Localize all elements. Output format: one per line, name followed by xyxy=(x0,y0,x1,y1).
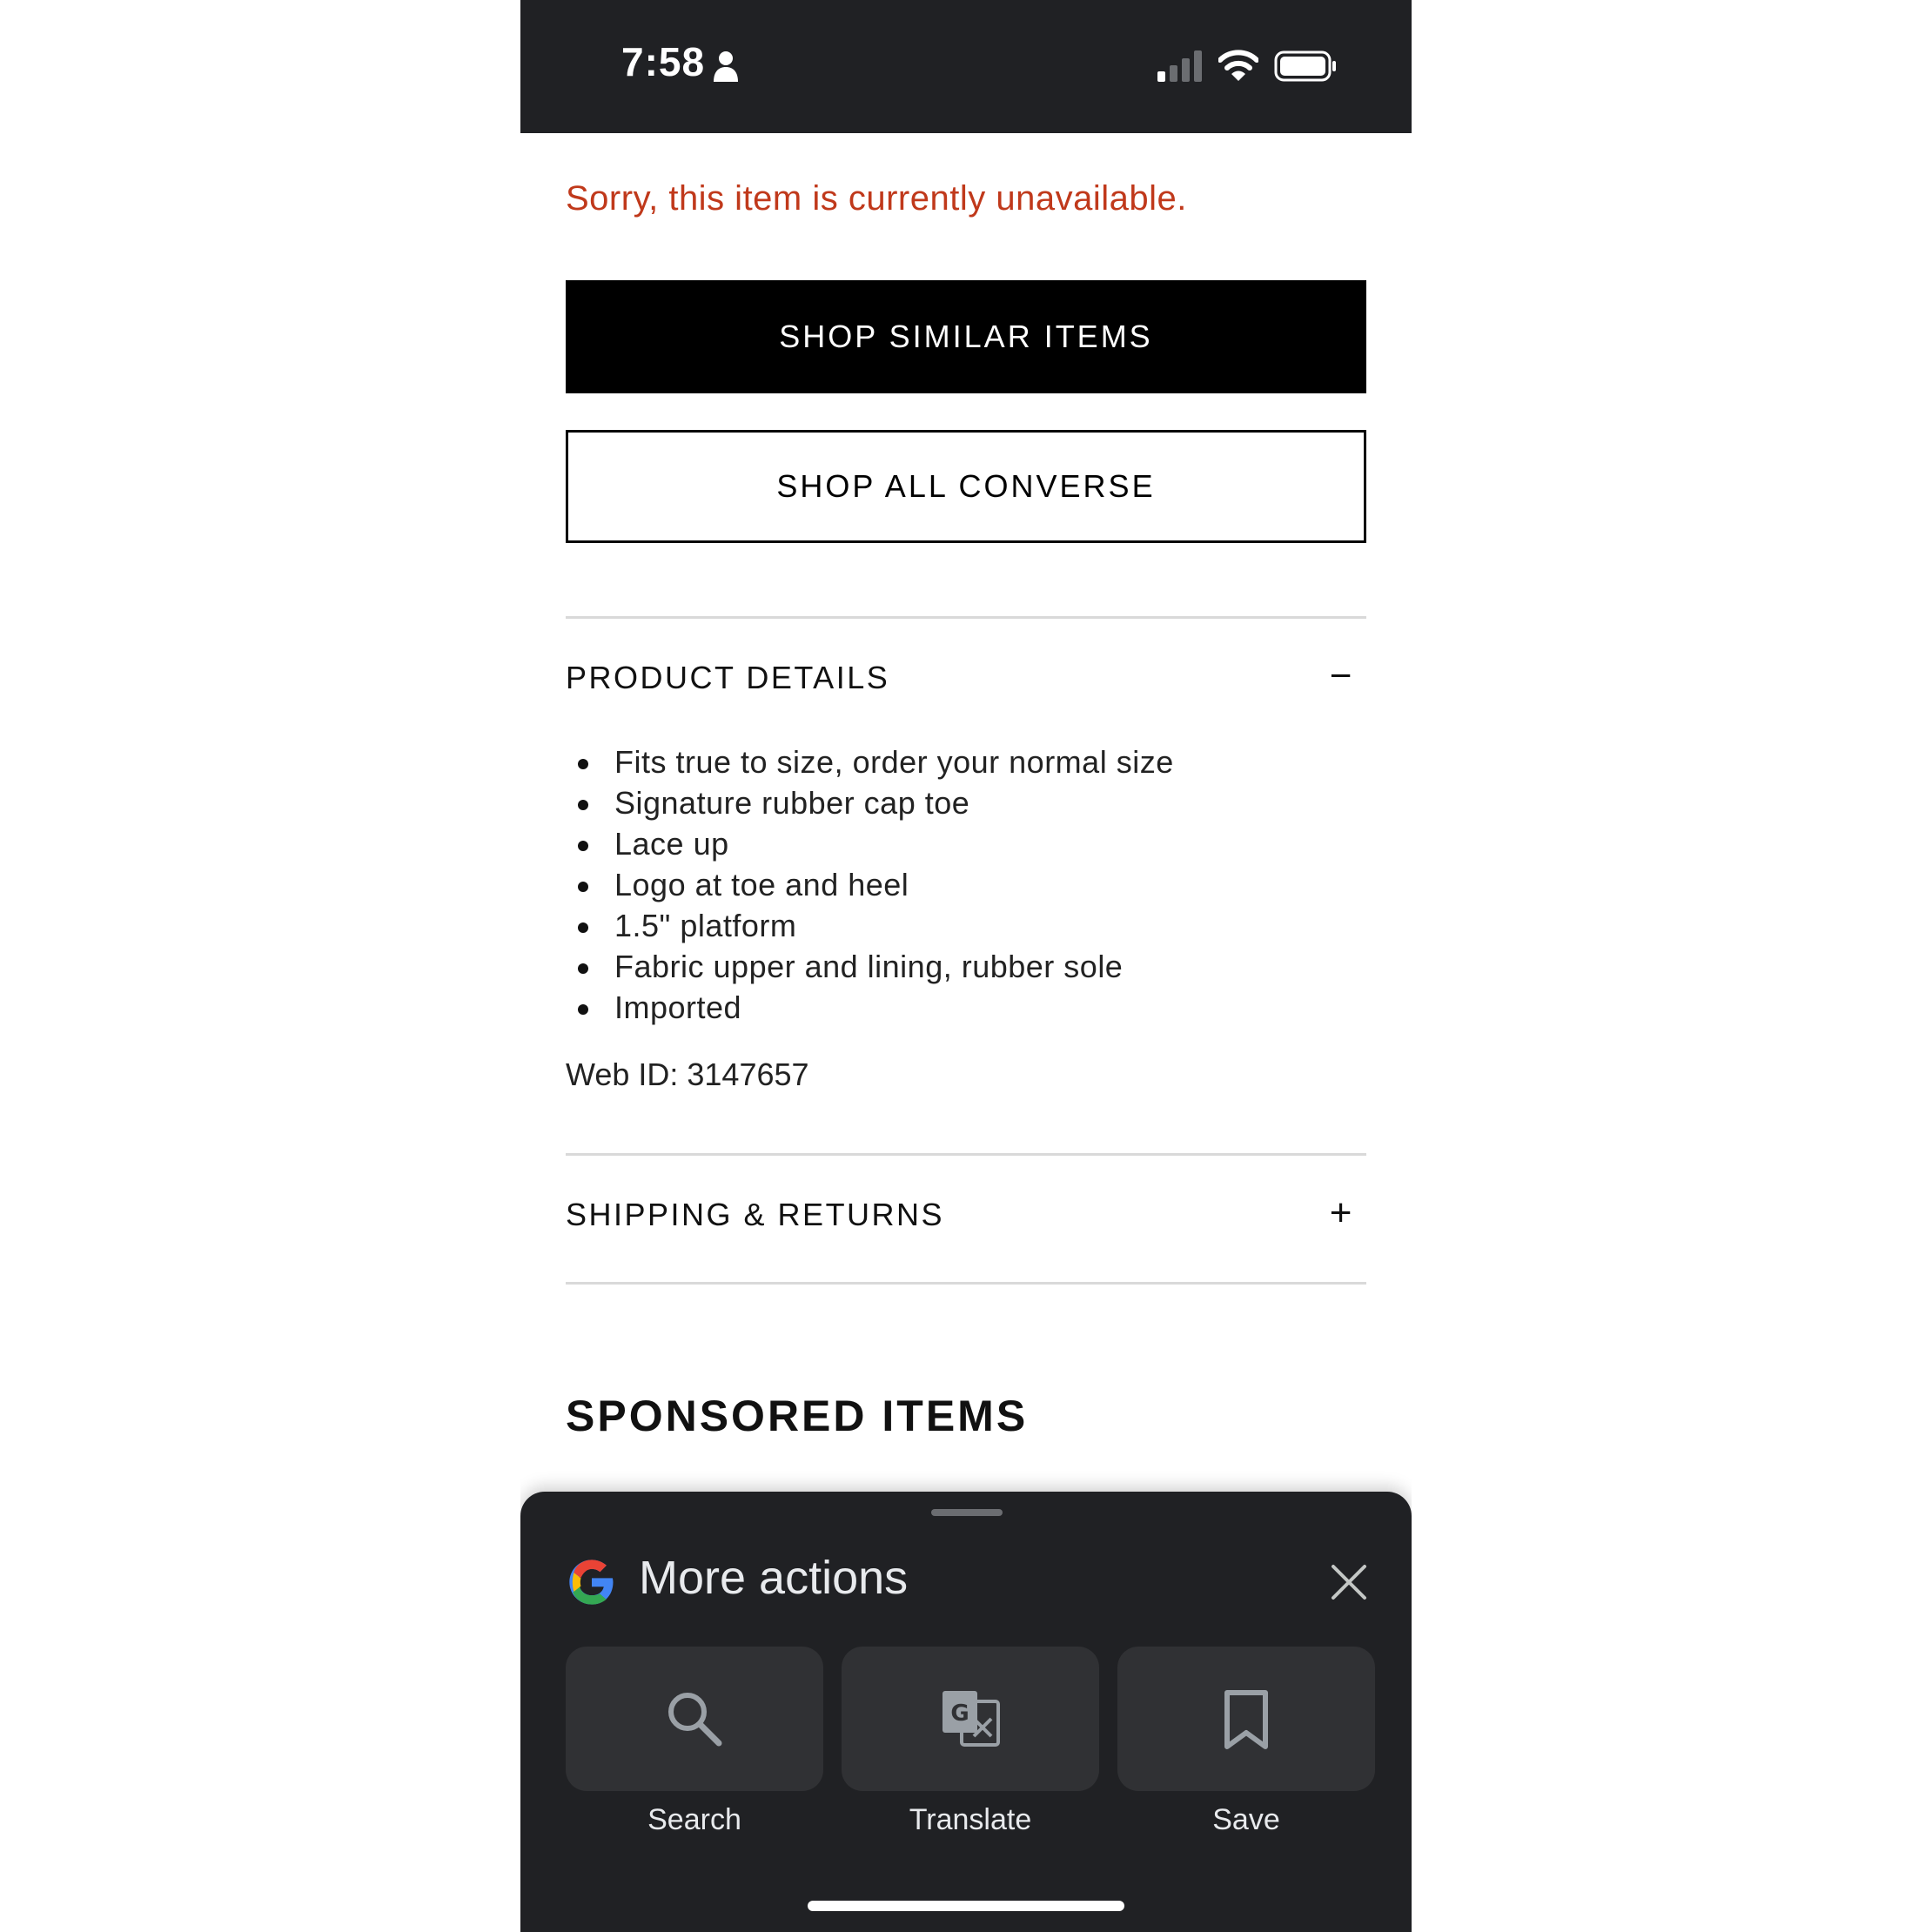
list-item: Fabric upper and lining, rubber sole xyxy=(566,946,1174,987)
search-action-label: Search xyxy=(647,1803,741,1836)
sponsored-items-title: SPONSORED ITEMS xyxy=(566,1392,1029,1440)
list-item: Fits true to size, order your normal size xyxy=(566,741,1174,782)
list-item: Lace up xyxy=(566,823,1174,864)
status-time: 7:58 xyxy=(621,39,706,84)
list-item: Signature rubber cap toe xyxy=(566,782,1174,823)
save-action-button[interactable] xyxy=(1117,1647,1375,1837)
battery-icon xyxy=(1274,50,1337,82)
cellular-signal-icon xyxy=(1157,50,1203,82)
wifi-icon xyxy=(1218,49,1258,82)
person-icon xyxy=(714,50,738,82)
svg-text:G: G xyxy=(950,1701,969,1727)
translate-action-label: Translate xyxy=(909,1803,1032,1836)
search-action-tile[interactable] xyxy=(566,1647,823,1791)
translate-icon xyxy=(937,1686,1003,1752)
bookmark-icon xyxy=(1213,1686,1279,1752)
sheet-drag-handle[interactable] xyxy=(931,1509,1003,1516)
web-id: Web ID: 3147657 xyxy=(566,1057,809,1092)
divider xyxy=(566,1153,1366,1156)
collapse-icon[interactable]: − xyxy=(1329,654,1354,697)
product-details-list xyxy=(566,741,1174,1028)
save-action-tile[interactable] xyxy=(1117,1647,1375,1791)
product-details-header[interactable] xyxy=(566,654,1366,697)
divider xyxy=(566,1282,1366,1285)
save-action-label: Save xyxy=(1212,1803,1280,1836)
phone-screen xyxy=(520,0,1412,1932)
shop-all-converse-button[interactable]: SHOP ALL CONVERSE xyxy=(566,430,1366,543)
translate-action-button[interactable] xyxy=(842,1647,1099,1837)
product-details-title: PRODUCT DETAILS xyxy=(566,660,890,695)
shipping-returns-header[interactable] xyxy=(566,1191,1366,1234)
more-actions-sheet xyxy=(520,1492,1412,1932)
search-icon xyxy=(661,1686,728,1752)
list-item: Logo at toe and heel xyxy=(566,864,1174,905)
sheet-title: More actions xyxy=(639,1552,909,1604)
shipping-returns-title: SHIPPING & RETURNS xyxy=(566,1197,945,1232)
translate-action-tile[interactable] xyxy=(842,1647,1099,1791)
home-indicator[interactable] xyxy=(808,1901,1124,1911)
close-icon[interactable] xyxy=(1328,1561,1370,1603)
divider xyxy=(566,616,1366,619)
shop-similar-items-button[interactable]: SHOP SIMILAR ITEMS xyxy=(566,280,1366,393)
search-action-button[interactable] xyxy=(566,1647,823,1837)
expand-icon[interactable]: + xyxy=(1329,1191,1354,1234)
google-logo-icon xyxy=(567,1558,616,1607)
list-item: 1.5" platform xyxy=(566,905,1174,946)
unavailable-message: Sorry, this item is currently unavailable. xyxy=(566,179,1187,218)
status-bar xyxy=(520,0,1412,133)
list-item: Imported xyxy=(566,987,1174,1028)
